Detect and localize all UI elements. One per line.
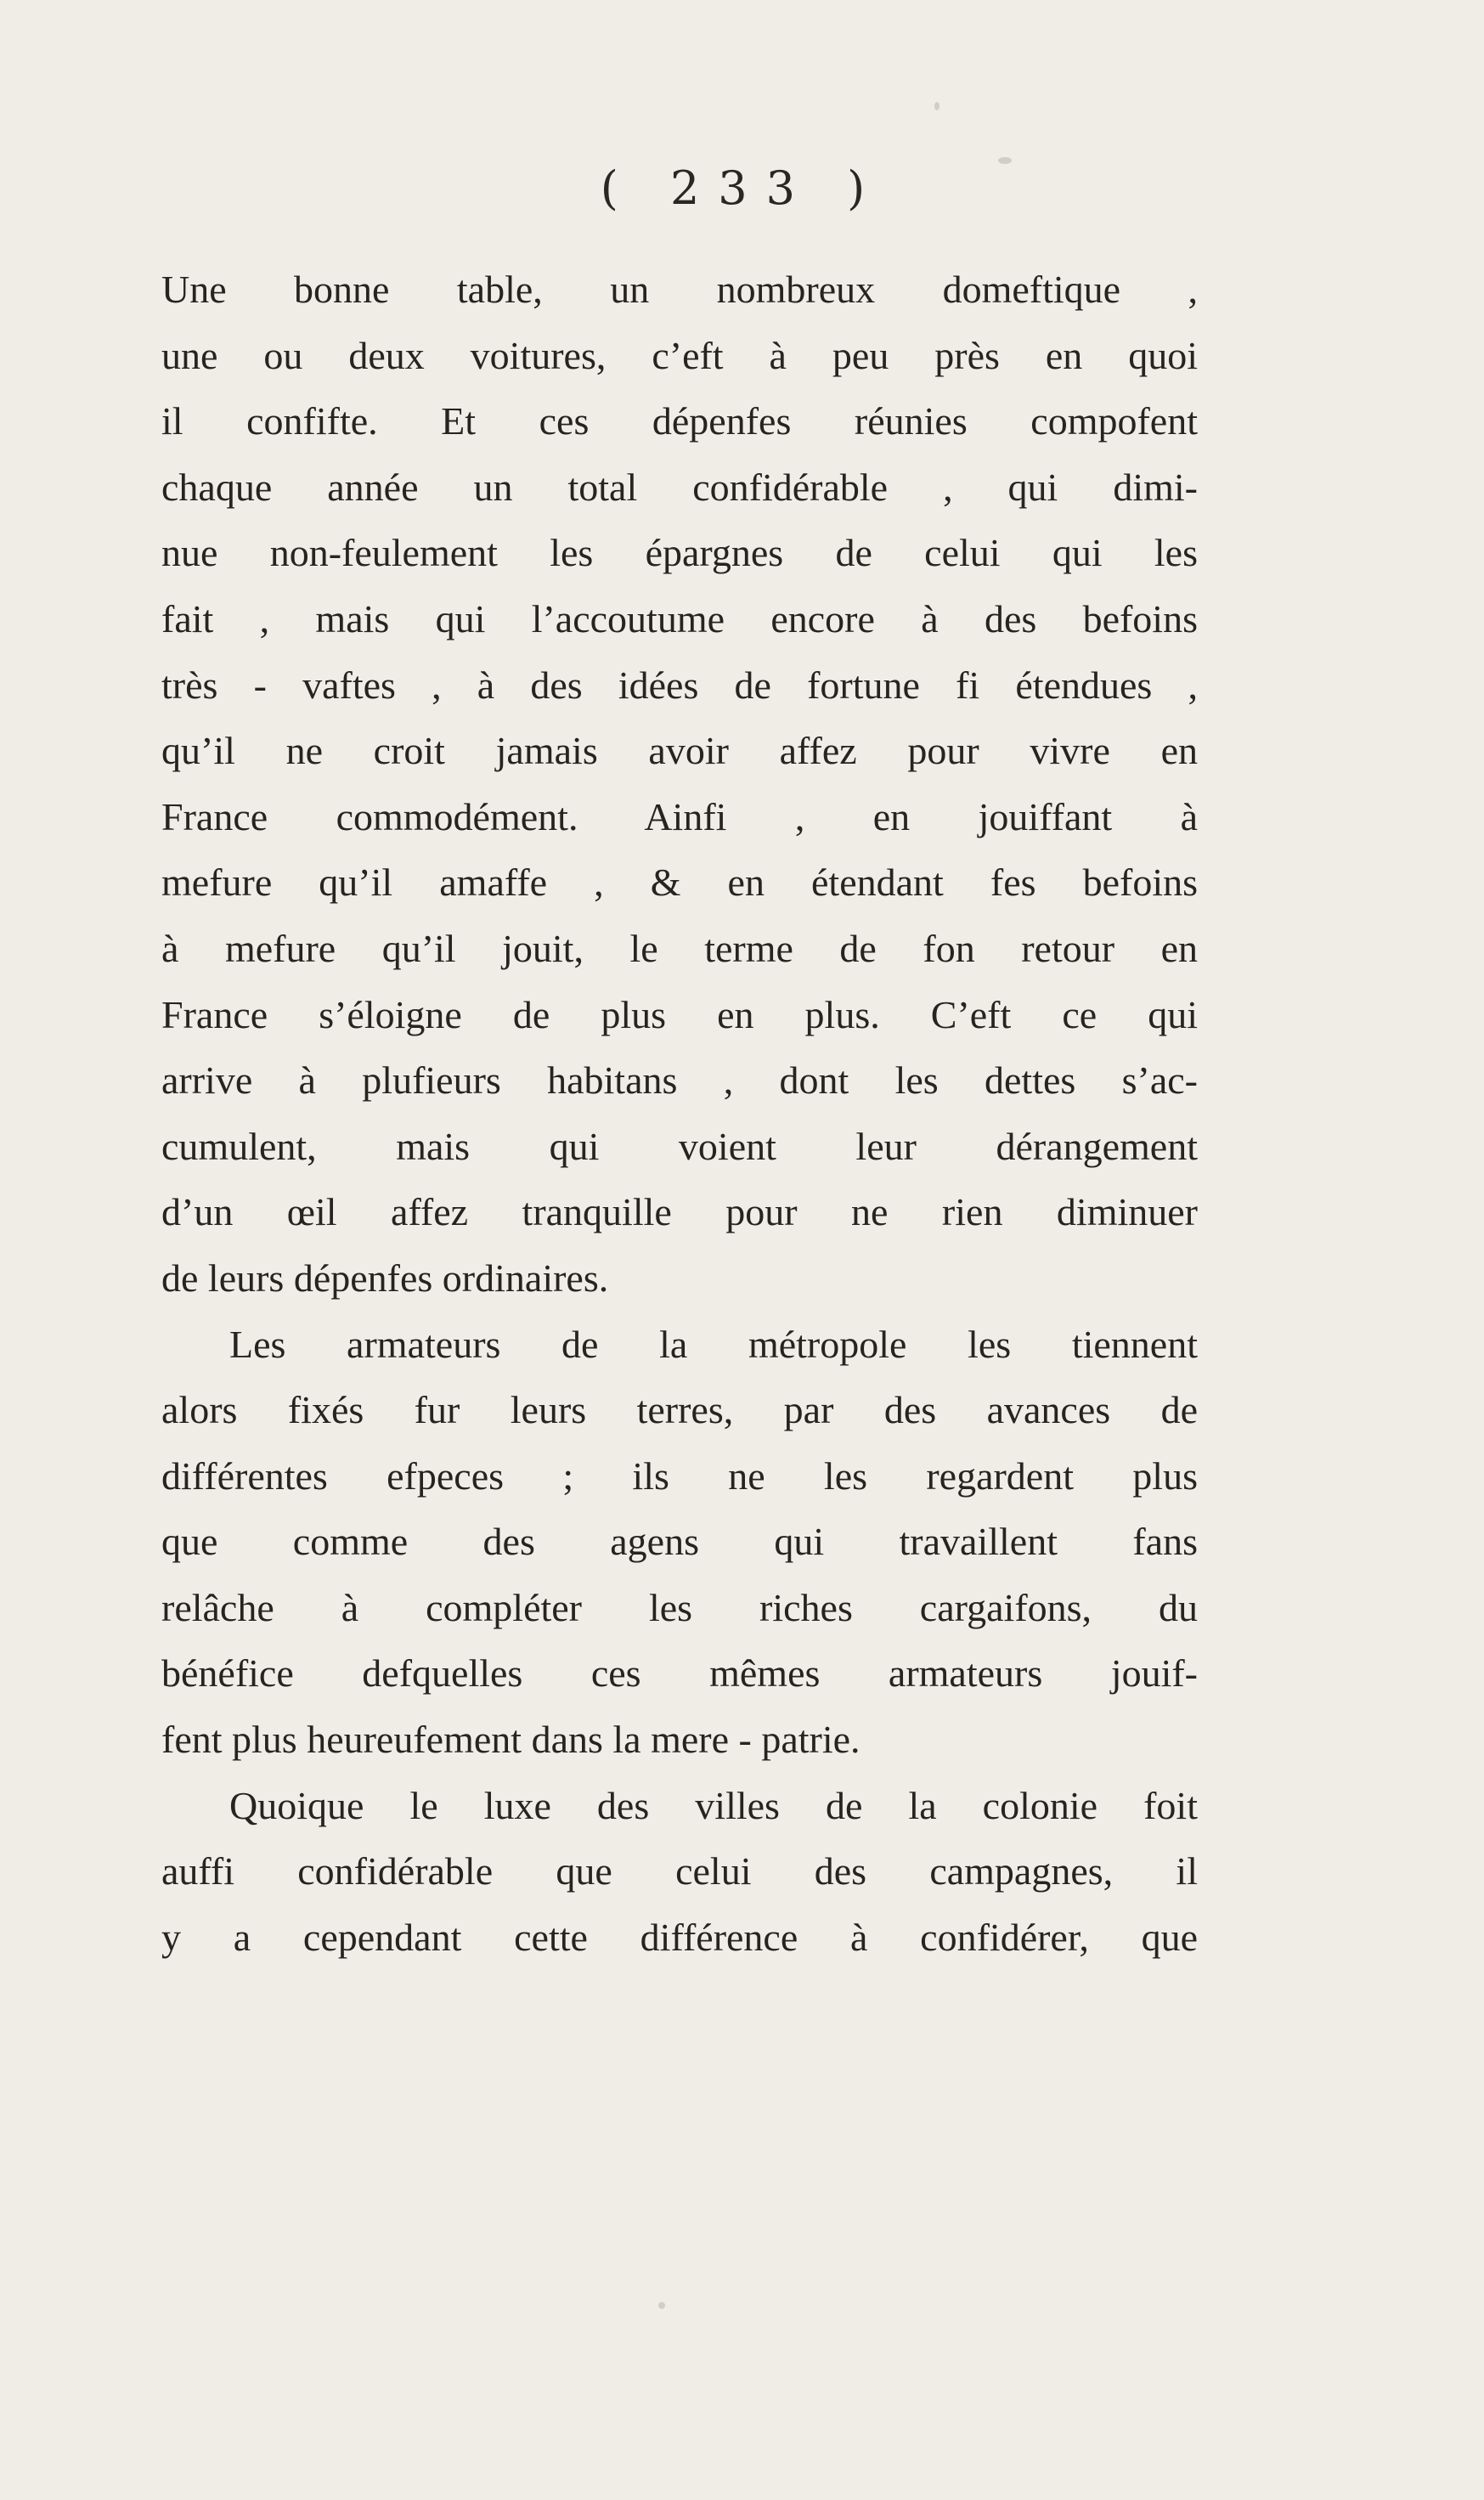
paper-speck [934,102,939,110]
paper-speck [998,157,1012,164]
text-line: très - vaftes , à des idées de fortune fi étendues , [161,663,1198,707]
text-line: mefure qu’il amaffe , & en étendant fes befoins [161,861,1198,905]
text-line: différentes efpeces ; ils ne les regardent plus [161,1453,1198,1498]
text-line: d’un œil affez tranquille pour ne rien diminuer [161,1190,1198,1234]
text-line: Quoique le luxe des villes de la colonie foit [229,1783,1198,1827]
text-line: il confifte. Et ces dépenfes réunies compofent [161,399,1198,443]
text-line: fent plus heureufement dans la mere - patrie. [161,1718,860,1762]
text-line: une ou deux voitures, c’eft à peu près en quoi [161,333,1198,377]
text-line: France s’éloigne de plus en plus. C’eft ce qui [161,992,1198,1036]
text-line: de leurs dépenfes ordinaires. [161,1256,609,1300]
page-number: ( 233 ) [600,161,884,215]
text-line: alors fixés fur leurs terres, par des avances de [161,1388,1198,1432]
text-line: qu’il ne croit jamais avoir affez pour vivre en [161,729,1198,773]
text-line: arrive à plufieurs habitans , dont les dettes s’ac- [161,1058,1198,1103]
text-line: chaque année un total confidérable , qui dimi- [161,465,1198,509]
text-line: que comme des agens qui travaillent fans [161,1520,1198,1564]
text-line: relâche à compléter les riches cargaifons, du [161,1585,1198,1629]
text-line: Les armateurs de la métropole les tiennent [229,1322,1198,1366]
paper-speck [658,2302,665,2309]
text-line: y a cependant cette différence à confidérer, que [161,1915,1198,1959]
body-text [161,257,1198,1970]
text-line: nue non-feulement les épargnes de celui qui les [161,531,1198,575]
text-line: fait , mais qui l’accoutume encore à des befoins [161,596,1198,641]
text-line: à mefure qu’il jouit, le terme de fon retour en [161,926,1198,970]
text-line: France commodément. Ainfi , en jouiffant à [161,794,1198,838]
text-line: Une bonne table, un nombreux domeftique , [161,268,1198,311]
text-line: auffi confidérable que celui des campagnes, il [161,1849,1198,1893]
text-line: cumulent, mais qui voient leur dérangement [161,1124,1198,1168]
text-line: bénéfice defquelles ces mêmes armateurs jouif- [161,1651,1198,1696]
